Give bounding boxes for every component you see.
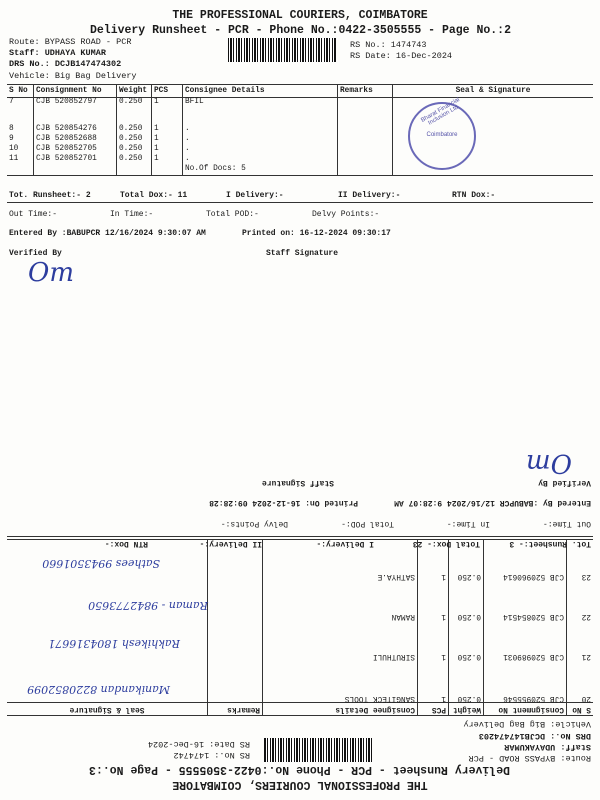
col-consignee: Consignee Details (183, 85, 338, 98)
cell-consignment: CJB 520852797 (34, 98, 117, 126)
receiver-handwriting-1: Manikandan 8220852099 (27, 683, 170, 696)
printed-on: Printed on: 16-12-2024 09:30:17 (242, 229, 391, 238)
barcode-icon (228, 38, 336, 62)
table-row (7, 98, 593, 126)
rs-number: RS No.: 1474743 (350, 40, 427, 50)
cell-sno: 11 (7, 155, 34, 165)
cell-weight: 0.250 (117, 145, 152, 155)
company-seal-stamp (408, 96, 476, 170)
stamp-city: Coimbatore (426, 132, 458, 138)
cell-remarks (338, 98, 393, 126)
out-time: Out Time:- (542, 519, 591, 528)
cell-sno: 23 (567, 540, 594, 581)
divider (7, 536, 593, 537)
cell-pcs: 1 (418, 581, 449, 621)
table-row (7, 145, 593, 155)
cell-weight: 0.250 (117, 125, 152, 135)
cell-weight: 0.250 (117, 98, 152, 126)
cell-consignee: . (183, 135, 338, 145)
col-consignment: Consignment No (34, 85, 117, 98)
cell-pcs: 1 (418, 540, 449, 581)
cell-consignment: CJB 520854276 (34, 125, 117, 135)
cell-consignment: CJB 520852701 (34, 155, 117, 165)
tot-runsheet: Tot. Runsheet:- 2 (9, 191, 91, 200)
table-row (7, 155, 593, 165)
cell-weight: 0.250 (117, 135, 152, 145)
receiver-handwriting-2: Rakhikesh 1804316671 (48, 637, 180, 650)
cell-weight: 0.250 (449, 661, 484, 703)
cell-remarks (208, 581, 263, 621)
cell-remarks (208, 621, 263, 661)
route-line: Route: BYPASS ROAD - PCR (9, 37, 132, 47)
cell-consignee: SATHYA.E (263, 540, 418, 581)
divider (7, 202, 593, 203)
in-time: In Time:- (446, 519, 490, 528)
cell-consignee: . (183, 125, 338, 135)
total-dox: Total Dox:- 11 (120, 191, 188, 200)
table-row (7, 165, 593, 176)
cell-sno: 7 (7, 98, 34, 126)
cell-sno: 22 (567, 581, 594, 621)
col-pcs: PCS (152, 85, 183, 98)
col-sno: S No (7, 85, 34, 98)
staff-line: Staff: UDAYAKUMAR (504, 742, 591, 752)
consignment-table (7, 84, 593, 176)
col-seal: Seal & Signature (7, 703, 208, 716)
no-of-docs: No.Of Docs: 5 (183, 165, 338, 176)
table-header-row (7, 703, 593, 716)
table-row (7, 661, 593, 703)
total-dox: Total Dox:- 23 (412, 539, 480, 548)
in-time: In Time:- (110, 210, 154, 219)
col-seal: Seal & Signature (393, 85, 594, 98)
total-pod: Total POD:- (341, 519, 394, 528)
cell-pcs: 1 (418, 621, 449, 661)
cell-consignee: RAMAN (263, 581, 418, 621)
cell-sno: 10 (7, 145, 34, 155)
receiver-handwriting-4: Sathees 9943501660 (42, 557, 160, 570)
col-remarks: Remarks (338, 85, 393, 98)
verifier-initials-signature: Om (526, 448, 572, 478)
cell-consignment: CJB 520852705 (34, 145, 117, 155)
cell-consignee: SIRUTHULI (263, 621, 418, 661)
cell-remarks (208, 661, 263, 703)
cell-consignee: . (183, 155, 338, 165)
col-weight: Weight (449, 703, 484, 716)
verified-by: Verified By (9, 249, 62, 258)
company-name: THE PROFESSIONAL COURIERS, COIMBATORE (172, 9, 428, 22)
runsheet-page-3 (0, 400, 600, 800)
drs-line: DRS No.: DCJB147474203 (478, 731, 591, 741)
rs-date: RS Date: 16-Dec-2024 (350, 51, 453, 61)
cell-sno: 9 (7, 135, 34, 145)
ii-delivery: II Delivery:- (338, 191, 401, 200)
cell-weight: 0.250 (117, 155, 152, 165)
cell-weight: 0.250 (449, 621, 484, 661)
cell-sno: 21 (567, 621, 594, 661)
verifier-initials-signature: Om (28, 258, 74, 288)
cell-remarks (338, 125, 393, 135)
cell-weight: 0.250 (449, 540, 484, 581)
cell-pcs: 1 (152, 98, 183, 126)
rs-date: RS Date: 16-Dec-2024 (147, 739, 250, 749)
table-row (7, 125, 593, 135)
total-pod: Total POD:- (206, 210, 259, 219)
cell-pcs: 1 (418, 661, 449, 703)
barcode-icon (264, 738, 372, 762)
cell-remarks (338, 135, 393, 145)
entered-by: Entered By :BABUPCR 12/16/2024 9:28:07 AM (394, 498, 591, 507)
delvy-points: Delvy Points:- (312, 210, 380, 219)
cell-seal (7, 661, 208, 703)
i-delivery: I Delivery:- (316, 539, 374, 548)
table-row (7, 135, 593, 145)
col-remarks: Remarks (208, 703, 263, 716)
verified-by: Verified By (538, 478, 591, 487)
col-pcs: PCS (418, 703, 449, 716)
cell-sno: 20 (567, 661, 594, 703)
out-time: Out Time:- (9, 210, 58, 219)
company-name: THE PROFESSIONAL COURIERS, COIMBATORE (172, 778, 428, 791)
rtn-dox: RTN Dox:- (452, 191, 496, 200)
runsheet-title: Delivery Runsheet - PCR - Phone No.:0422-3505555 - Page No.:2 (90, 24, 511, 37)
rs-number: RS No.: 1474742 (173, 750, 250, 760)
receiver-handwriting-3: Raman - 9842773650 (88, 599, 208, 612)
delvy-points: Delvy Points:- (220, 519, 288, 528)
cell-weight: 0.250 (449, 581, 484, 621)
cell-consignment: CJB 520955546 (484, 661, 567, 703)
cell-pcs: 1 (152, 125, 183, 135)
i-delivery: I Delivery:- (226, 191, 284, 200)
entered-by: Entered By :BABUPCR 12/16/2024 9:30:07 AM (9, 229, 206, 238)
staff-line: Staff: UDHAYA KUMAR (9, 48, 106, 58)
cell-sno: 8 (7, 125, 34, 135)
runsheet-title: Delivery Runsheet - PCR - Phone No.:0422-3505555 - Page No.:3 (89, 763, 510, 776)
stamp-ring-text: Bharat Financial Inclusion Ltd (420, 96, 461, 127)
rtn-dox: RTN Dox:- (104, 539, 148, 548)
vehicle-line: Vehicle: Big Bag Delivery (9, 71, 137, 81)
cell-remarks (338, 155, 393, 165)
cell-consignee: . (183, 145, 338, 155)
cell-consignment: CJB 520852688 (34, 135, 117, 145)
col-weight: Weight (117, 85, 152, 98)
cell-consignee: SANGITECK TOOLS (263, 661, 418, 703)
cell-pcs: 1 (152, 155, 183, 165)
col-consignee: Consignee Details (263, 703, 418, 716)
cell-consignment: CJB 520960614 (484, 540, 567, 581)
tot-runsheet: Tot. Runsheet:- 3 (509, 539, 591, 548)
table-header-row (7, 85, 593, 98)
staff-signature: Staff Signature (261, 478, 334, 487)
col-sno: S No (567, 703, 594, 716)
cell-pcs: 1 (152, 135, 183, 145)
cell-consignee: BFIL (183, 98, 338, 126)
ii-delivery: II Delivery:- (199, 539, 262, 548)
route-line: Route: BYPASS ROAD - PCR (468, 753, 591, 763)
staff-signature: Staff Signature (266, 249, 339, 258)
cell-consignment: CJB 520989031 (484, 621, 567, 661)
cell-remarks (338, 145, 393, 155)
cell-consignment: CJB 520854514 (484, 581, 567, 621)
vehicle-line: Vehicle: Big Bag Delivery (463, 719, 591, 729)
col-consignment: Consignment No (484, 703, 567, 716)
cell-pcs: 1 (152, 145, 183, 155)
drs-line: DRS No.: DCJB147474302 (9, 59, 122, 69)
printed-on: Printed On: 16-12-2024 09:28:28 (209, 498, 358, 507)
